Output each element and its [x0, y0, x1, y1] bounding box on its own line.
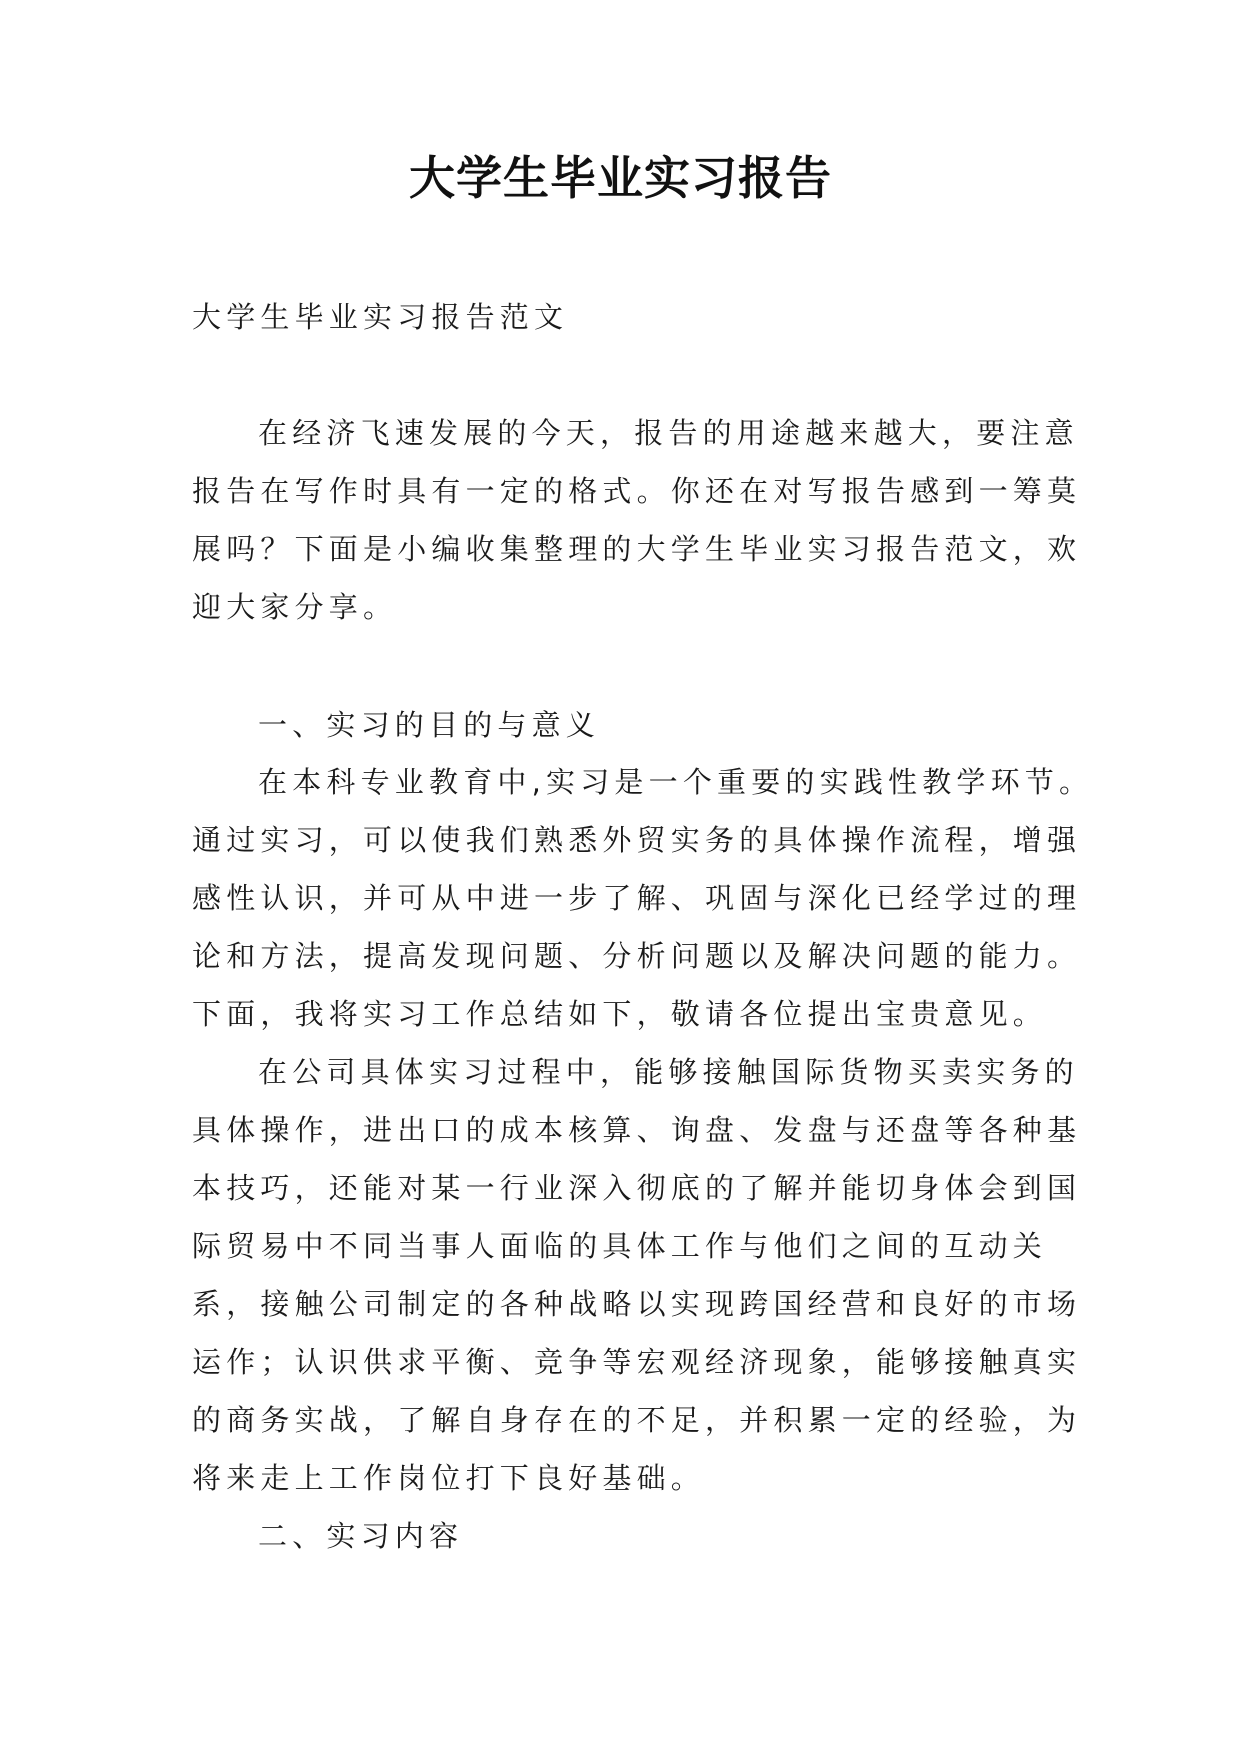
- document-subtitle: 大学生毕业实习报告范文: [192, 300, 569, 334]
- paragraph-line: 展吗？下面是小编收集整理的大学生毕业实习报告范文，欢: [192, 532, 1082, 566]
- paragraph-line: 迎大家分享。: [192, 590, 398, 624]
- paragraph-line: 的商务实战，了解自身存在的不足，并积累一定的经验，为: [192, 1403, 1082, 1437]
- paragraph-line: 通过实习，可以使我们熟悉外贸实务的具体操作流程，增强: [192, 823, 1082, 857]
- paragraph-line: 报告在写作时具有一定的格式。你还在对写报告感到一筹莫: [192, 474, 1082, 508]
- paragraph-line: 在本科专业教育中,实习是一个重要的实践性教学环节。: [258, 765, 1094, 799]
- paragraph-line: 感性认识，并可从中进一步了解、巩固与深化已经学过的理: [192, 881, 1082, 915]
- paragraph-line: 在公司具体实习过程中，能够接触国际货物买卖实务的: [258, 1055, 1079, 1089]
- paragraph-line: 系，接触公司制定的各种战略以实现跨国经营和良好的市场: [192, 1287, 1082, 1321]
- section-one-heading: 一、实习的目的与意义: [258, 708, 601, 742]
- paragraph-line: 运作；认识供求平衡、竞争等宏观经济现象，能够接触真实: [192, 1345, 1082, 1379]
- paragraph-line: 在经济飞速发展的今天，报告的用途越来越大，要注意: [258, 416, 1079, 450]
- section-one-paragraph-2: [192, 1043, 1082, 1507]
- paragraph-line: 本技巧，还能对某一行业深入彻底的了解并能切身体会到国: [192, 1171, 1082, 1205]
- document-title: 大学生毕业实习报告: [409, 151, 832, 205]
- paragraph-line: 具体操作，进出口的成本核算、询盘、发盘与还盘等各种基: [192, 1113, 1082, 1147]
- section-two-heading: 二、实习内容: [258, 1519, 464, 1553]
- paragraph-line: 下面，我将实习工作总结如下，敬请各位提出宝贵意见。: [192, 997, 1048, 1031]
- paragraph-line: 将来走上工作岗位打下良好基础。: [192, 1461, 706, 1495]
- paragraph-line: 论和方法，提高发现问题、分析问题以及解决问题的能力。: [192, 939, 1082, 973]
- section-one-paragraph-1: [192, 753, 1094, 1043]
- paragraph-line: 际贸易中不同当事人面临的具体工作与他们之间的互动关: [192, 1229, 1048, 1263]
- intro-paragraph: [192, 404, 1082, 636]
